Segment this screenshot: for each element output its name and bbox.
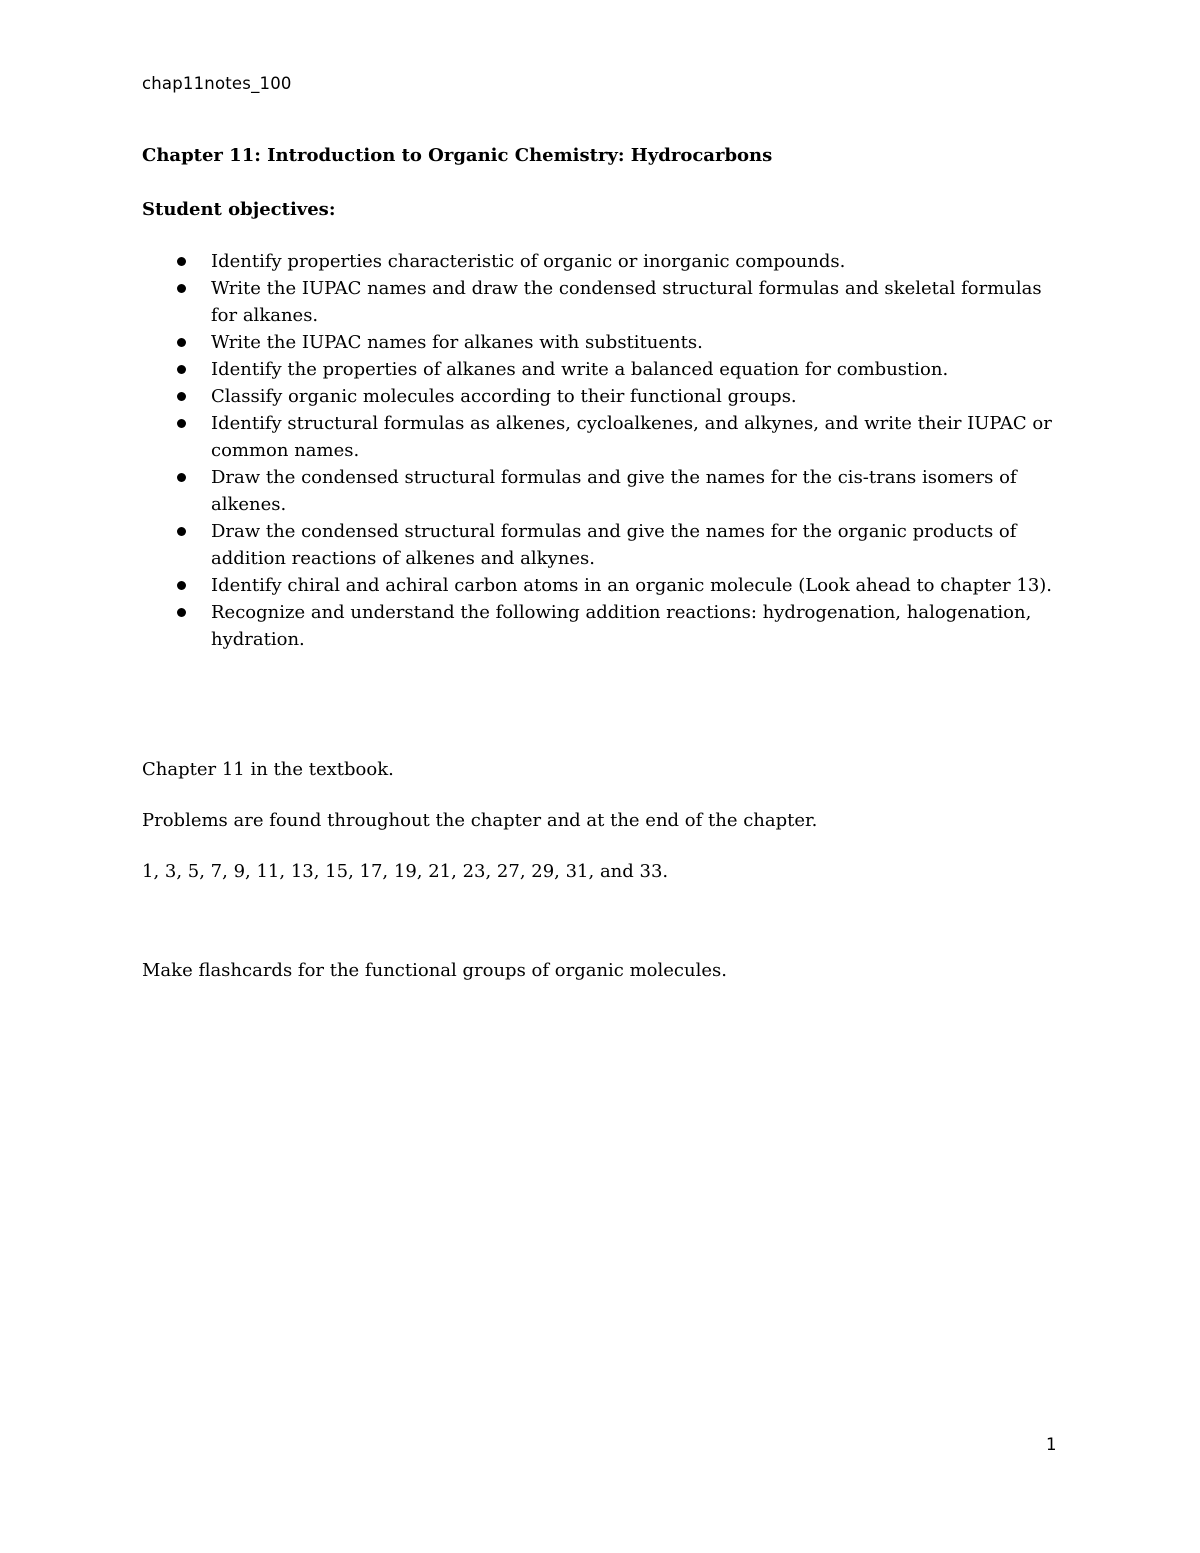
- chapter-title: Chapter 11: Introduction to Organic Chemistry: Hydrocarbons: [142, 145, 773, 166]
- bullet-icon: [177, 419, 186, 428]
- objective-text: Write the IUPAC names for alkanes with substituents.: [211, 332, 703, 353]
- bullet-icon: [177, 527, 186, 536]
- objectives-heading: Student objectives:: [142, 199, 336, 220]
- problems-note: Problems are found throughout the chapter and at the end of the chapter.: [142, 810, 818, 831]
- objective-item: [142, 329, 1062, 356]
- objective-item: [142, 599, 1062, 653]
- problem-list: 1, 3, 5, 7, 9, 11, 13, 15, 17, 19, 21, 23, 27, 29, 31, and 33.: [142, 861, 669, 882]
- bullet-icon: [177, 581, 186, 590]
- objective-item: [142, 518, 1062, 572]
- objective-text: Draw the condensed structural formulas and give the names for the cis-trans isomers of alkenes.: [211, 467, 1017, 515]
- bullet-icon: [177, 608, 186, 617]
- bullet-icon: [177, 365, 186, 374]
- objective-text: Write the IUPAC names and draw the condensed structural formulas and skeletal formulas for alkanes.: [211, 278, 1042, 326]
- objective-item: [142, 248, 1062, 275]
- bullet-icon: [177, 473, 186, 482]
- bullet-icon: [177, 257, 186, 266]
- bullet-icon: [177, 392, 186, 401]
- objective-text: Draw the condensed structural formulas and give the names for the organic products of addition reactions of alkenes and alkynes.: [211, 521, 1017, 569]
- objective-item: [142, 410, 1062, 464]
- objective-item: [142, 464, 1062, 518]
- objective-text: Identify structural formulas as alkenes, cycloalkenes, and alkynes, and write their IUPAC or common names.: [211, 413, 1052, 461]
- bullet-icon: [177, 338, 186, 347]
- page-header-filename: chap11notes_100: [142, 74, 292, 93]
- objective-item: [142, 572, 1062, 599]
- objective-item: [142, 383, 1062, 410]
- objective-text: Recognize and understand the following addition reactions: hydrogenation, halogenation, hydration.: [211, 602, 1032, 650]
- textbook-note: Chapter 11 in the textbook.: [142, 759, 394, 780]
- flashcards-note: Make flashcards for the functional groups of organic molecules.: [142, 960, 727, 981]
- objective-text: Identify the properties of alkanes and write a balanced equation for combustion.: [211, 359, 949, 380]
- objective-item: [142, 356, 1062, 383]
- objectives-list: [142, 248, 1062, 653]
- page-number: 1: [1046, 1435, 1057, 1454]
- objective-text: Identify chiral and achiral carbon atoms in an organic molecule (Look ahead to chapter 13).: [211, 575, 1053, 596]
- objective-text: Identify properties characteristic of organic or inorganic compounds.: [211, 251, 846, 272]
- objective-item: [142, 275, 1062, 329]
- bullet-icon: [177, 284, 186, 293]
- objective-text: Classify organic molecules according to their functional groups.: [211, 386, 797, 407]
